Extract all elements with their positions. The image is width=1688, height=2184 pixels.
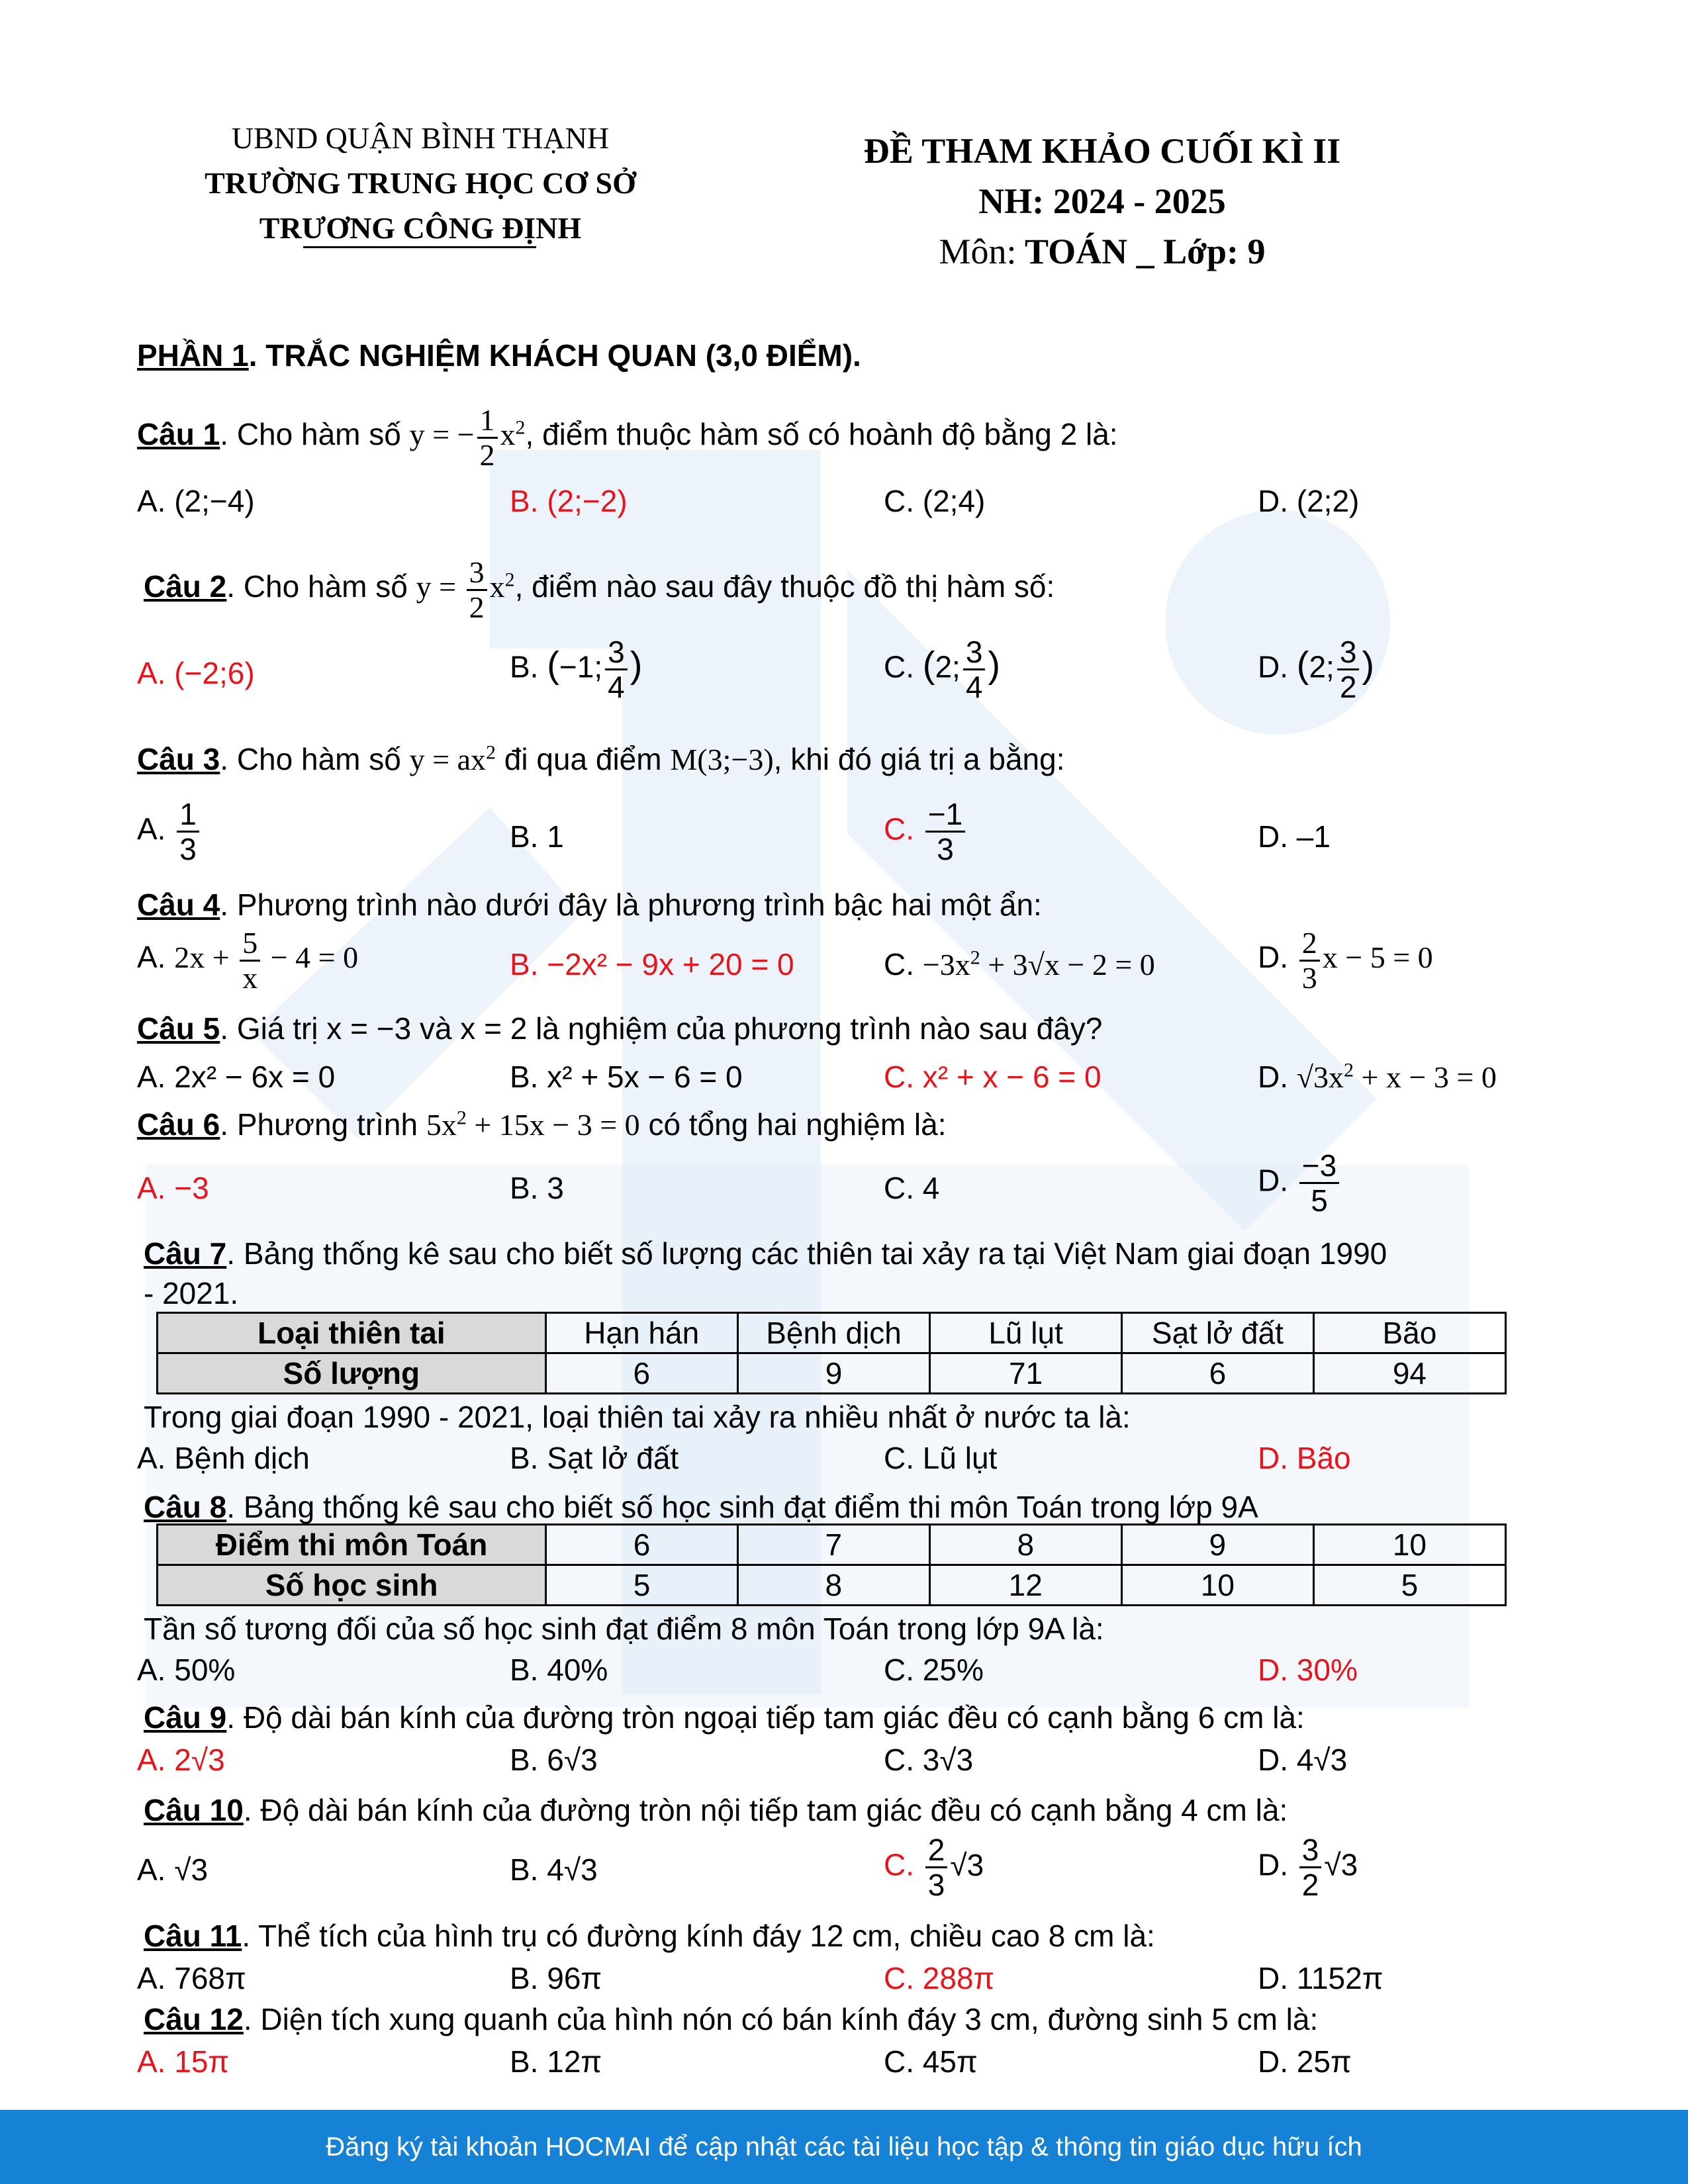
subject-label: Môn: xyxy=(939,232,1017,271)
question-label: Câu 2 xyxy=(144,569,227,604)
question-2 xyxy=(144,556,1055,624)
table-cell: 6 xyxy=(1121,1353,1313,1394)
table-cell: 71 xyxy=(930,1353,1122,1394)
option-b[interactable]: B. 1 xyxy=(510,819,564,854)
option-d[interactable]: D. 25π xyxy=(1258,2044,1352,2079)
option-c[interactable]: C. 4 xyxy=(884,1171,940,1205)
question-text: . Cho hàm số xyxy=(220,742,401,776)
option-b[interactable]: B. Sạt lở đất xyxy=(510,1441,679,1475)
option-d[interactable]: D. 1152π xyxy=(1258,1961,1383,1995)
question-label: Câu 1 xyxy=(137,417,220,452)
question-text: . Thể tích của hình trụ có đường kính đáy 12 cm, chiều cao 8 cm là: xyxy=(242,1919,1155,1953)
question-text: . Bảng thống kê sau cho biết số học sinh đạt điểm thi môn Toán trong lớp 9A xyxy=(226,1490,1258,1524)
question-label: Câu 12 xyxy=(144,2002,244,2036)
table-cell: 7 xyxy=(737,1525,929,1565)
question-3 xyxy=(137,740,1064,779)
option-d[interactable]: D. (2; $\frac{3}{2}$ ) xyxy=(1258,635,1375,704)
point-m: M(3;−3) xyxy=(670,743,774,776)
section-title xyxy=(137,338,861,373)
formula: $5x^2 + 15x - 3 = 0$ xyxy=(426,1107,640,1142)
question-text: . Cho hàm số xyxy=(226,569,408,604)
option-d[interactable]: D. –1 xyxy=(1258,819,1331,854)
option-b[interactable]: B. 6√3 xyxy=(510,1743,598,1777)
option-c[interactable]: C. 25% xyxy=(884,1653,984,1687)
question-11 xyxy=(144,1917,1155,1955)
option-a[interactable]: A. 768π xyxy=(137,1961,246,1995)
option-a[interactable]: A. 2x² − 6x = 0 xyxy=(137,1060,336,1094)
question-label: Câu 9 xyxy=(144,1700,227,1735)
option-letter: D. xyxy=(1258,649,1288,684)
table-cell: 8 xyxy=(929,1525,1121,1565)
table-cell: Bão xyxy=(1313,1313,1505,1353)
formula: y = − $\frac{1}{2}$ $x^2$ xyxy=(409,403,526,472)
question-text: , khi đó giá trị a bằng: xyxy=(773,742,1065,776)
exam-header xyxy=(821,126,1383,277)
table-cell: 8 xyxy=(737,1565,929,1606)
table-cell: 10 xyxy=(1121,1565,1313,1606)
option-letter: D. xyxy=(1258,1847,1288,1882)
option-letter: D. xyxy=(1258,1060,1288,1094)
question-text: đi qua điểm xyxy=(504,742,662,776)
option-a[interactable]: A. Bệnh dịch xyxy=(137,1441,310,1475)
question-text: , điểm thuộc hàm số có hoành độ bằng 2 là: xyxy=(525,417,1118,452)
option-d-correct[interactable]: D. Bão xyxy=(1258,1441,1351,1475)
row-header: Điểm thi môn Toán xyxy=(158,1525,546,1565)
question-text: . Diện tích xung quanh của hình nón có bán kính đáy 3 cm, đường sinh 5 cm là: xyxy=(243,2002,1319,2036)
question-text: . Giá trị x = −3 và x = 2 là nghiệm của phương trình nào sau đây? xyxy=(220,1011,1103,1046)
option-a-correct[interactable]: A. (−2;6) xyxy=(137,656,255,690)
question-9 xyxy=(144,1698,1305,1737)
question-text: có tổng hai nghiệm là: xyxy=(648,1107,947,1142)
table-cell: 9 xyxy=(1121,1525,1313,1565)
school-name-line1: TRƯỜNG TRUNG HỌC CƠ SỞ xyxy=(205,166,636,200)
question-label: Câu 4 xyxy=(137,887,220,922)
option-a[interactable]: A. √3 xyxy=(137,1852,209,1887)
disaster-table xyxy=(156,1312,1507,1394)
option-b[interactable]: B. (−1; $\frac{3}{4}$ ) xyxy=(510,635,643,704)
option-c[interactable]: C. $-3x^2 + 3√x - 2 = 0$ xyxy=(884,946,1155,981)
option-b-correct[interactable]: B. (2;−2) xyxy=(510,484,628,518)
table-cell: 10 xyxy=(1313,1525,1505,1565)
table-row xyxy=(158,1565,1506,1606)
option-a[interactable]: A. 50% xyxy=(137,1653,236,1687)
question-label: Câu 5 xyxy=(137,1011,220,1046)
table-cell: 5 xyxy=(546,1565,738,1606)
option-d[interactable]: D. $\frac{3}{2}$ √3 xyxy=(1258,1833,1358,1902)
row-header: Loại thiên tai xyxy=(158,1313,546,1353)
option-c-correct[interactable]: C. $\frac{2}{3}$ √3 xyxy=(884,1833,984,1902)
option-a[interactable]: A. $\frac{1}{3}$ xyxy=(137,797,202,866)
header-divider xyxy=(303,246,536,248)
section-code: PHẦN 1 xyxy=(137,338,249,373)
question-label: Câu 11 xyxy=(144,1919,242,1953)
question-5 xyxy=(137,1009,1102,1048)
option-d[interactable]: D. $√3x^2 + x - 3 = 0$ xyxy=(1258,1059,1497,1094)
table-row xyxy=(158,1313,1506,1353)
row-header: Số học sinh xyxy=(158,1565,546,1606)
score-table xyxy=(156,1524,1507,1606)
table-cell: Sạt lở đất xyxy=(1121,1313,1313,1353)
question-text: . Độ dài bán kính của đường tròn ngoại tiếp tam giác đều có cạnh bằng 6 cm là: xyxy=(226,1700,1305,1735)
table-cell: Bệnh dịch xyxy=(737,1313,929,1353)
option-letter: C. xyxy=(884,947,914,981)
formula: y = $\frac{3}{2}$ $x^2$ xyxy=(416,555,515,624)
question-6 xyxy=(137,1105,947,1144)
subject-value: TOÁN _ Lớp: 9 xyxy=(1025,232,1266,271)
option-c[interactable]: C. (2; $\frac{3}{4}$ ) xyxy=(884,635,1001,704)
question-text: . Cho hàm số xyxy=(220,417,401,452)
option-c[interactable]: C. Lũ lụt xyxy=(884,1441,998,1475)
question-7 xyxy=(144,1234,1387,1273)
option-c-correct[interactable]: C. 288π xyxy=(884,1961,995,1995)
option-letter: C. xyxy=(884,1847,914,1882)
option-letter: A. xyxy=(137,940,166,975)
question-label: Câu 10 xyxy=(144,1793,244,1827)
option-a[interactable]: A. 2x + $\frac{5}{x}$ − 4 = 0 xyxy=(137,926,359,995)
table-cell: 5 xyxy=(1313,1565,1505,1606)
formula: $y = ax^2$ xyxy=(409,741,496,776)
option-d[interactable]: D. 4√3 xyxy=(1258,1743,1348,1777)
school-header xyxy=(152,116,688,251)
option-d-correct[interactable]: D. 30% xyxy=(1258,1653,1358,1687)
question-4 xyxy=(137,886,1042,924)
school-name-line2: TRƯƠNG CÔNG ĐỊNH xyxy=(259,211,582,245)
table-cell: Hạn hán xyxy=(545,1313,737,1353)
table-cell: 6 xyxy=(545,1353,737,1394)
section-text: . TRẮC NGHIỆM KHÁCH QUAN (3,0 ĐIỂM). xyxy=(248,338,861,373)
table-cell: Lũ lụt xyxy=(930,1313,1122,1353)
table-cell: 12 xyxy=(929,1565,1121,1606)
question-12 xyxy=(144,2000,1318,2038)
option-c-correct[interactable]: C. x² + x − 6 = 0 xyxy=(884,1060,1102,1094)
option-a-correct[interactable]: A. −3 xyxy=(137,1171,209,1205)
exam-title: ĐỀ THAM KHẢO CUỐI KÌ II xyxy=(863,131,1341,171)
question-text: . Phương trình nào dưới đây là phương trình bậc hai một ẩn: xyxy=(220,887,1042,922)
footer-banner[interactable] xyxy=(0,2110,1688,2184)
option-a[interactable]: A. (2;−4) xyxy=(137,484,255,518)
option-letter: D. xyxy=(1258,940,1288,975)
option-letter: C. xyxy=(884,811,914,846)
table-cell: 94 xyxy=(1313,1353,1505,1394)
option-c[interactable]: C. 45π xyxy=(884,2044,978,2079)
school-year: NH: 2024 - 2025 xyxy=(978,181,1226,221)
table-cell: 9 xyxy=(737,1353,929,1394)
question-text: . Bảng thống kê sau cho biết số lượng các thiên tai xảy ra tại Việt Nam giai đoạn 1990 xyxy=(226,1236,1387,1271)
question-label: Câu 6 xyxy=(137,1107,220,1142)
option-d[interactable]: D. $\frac{-3}{5}$ xyxy=(1258,1149,1342,1217)
row-header: Số lượng xyxy=(158,1353,546,1394)
option-b-correct[interactable]: B. −2x² − 9x + 20 = 0 xyxy=(510,947,794,981)
option-b[interactable]: B. 96π xyxy=(510,1961,602,1995)
question-text: . Độ dài bán kính của đường tròn nội tiếp tam giác đều có cạnh bằng 4 cm là: xyxy=(243,1793,1288,1827)
question-label: Câu 7 xyxy=(144,1236,227,1271)
option-b[interactable]: B. 4√3 xyxy=(510,1852,598,1887)
option-b[interactable]: B. 40% xyxy=(510,1653,608,1687)
option-c[interactable]: C. 3√3 xyxy=(884,1743,974,1777)
question-text: , điểm nào sau đây thuộc đồ thị hàm số: xyxy=(514,569,1055,604)
option-b[interactable]: B. x² + 5x − 6 = 0 xyxy=(510,1060,743,1094)
question-8 xyxy=(144,1488,1258,1526)
table-row xyxy=(158,1353,1506,1394)
question-1 xyxy=(137,404,1118,472)
option-b[interactable]: B. 12π xyxy=(510,2044,602,2079)
question-10 xyxy=(144,1791,1288,1829)
table-cell: 6 xyxy=(546,1525,738,1565)
question-label: Câu 3 xyxy=(137,742,220,776)
option-a-correct[interactable]: A. 15π xyxy=(137,2044,230,2079)
question-7-prompt: Trong giai đoạn 1990 - 2021, loại thiên tai xảy ra nhiều nhất ở nước ta là: xyxy=(144,1400,1131,1434)
option-b[interactable]: B. 3 xyxy=(510,1171,564,1205)
question-8-prompt: Tần số tương đối của số học sinh đạt điểm 8 môn Toán trong lớp 9A là: xyxy=(144,1612,1104,1646)
option-c-correct[interactable]: C. $\frac{-1}{3}$ xyxy=(884,797,968,866)
district-name: UBND QUẬN BÌNH THẠNH xyxy=(231,121,610,155)
question-text: . Phương trình xyxy=(220,1107,418,1142)
option-d[interactable]: D. $\frac{2}{3}$ x − 5 = 0 xyxy=(1258,926,1433,995)
option-letter: C. xyxy=(884,649,914,684)
option-d[interactable]: D. (2;2) xyxy=(1258,484,1360,518)
option-c[interactable]: C. (2;4) xyxy=(884,484,986,518)
question-label: Câu 8 xyxy=(144,1490,227,1524)
question-text-continued: - 2021. xyxy=(144,1276,239,1310)
option-letter: A. xyxy=(137,811,166,846)
table-row xyxy=(158,1525,1506,1565)
footer-text: Đăng ký tài khoản HOCMAI để cập nhật các tài liệu học tập & thông tin giáo dục hữu ích xyxy=(326,2132,1362,2161)
option-letter: D. xyxy=(1258,1163,1288,1198)
option-a-correct[interactable]: A. 2√3 xyxy=(137,1743,225,1777)
option-letter: B. xyxy=(510,649,539,684)
